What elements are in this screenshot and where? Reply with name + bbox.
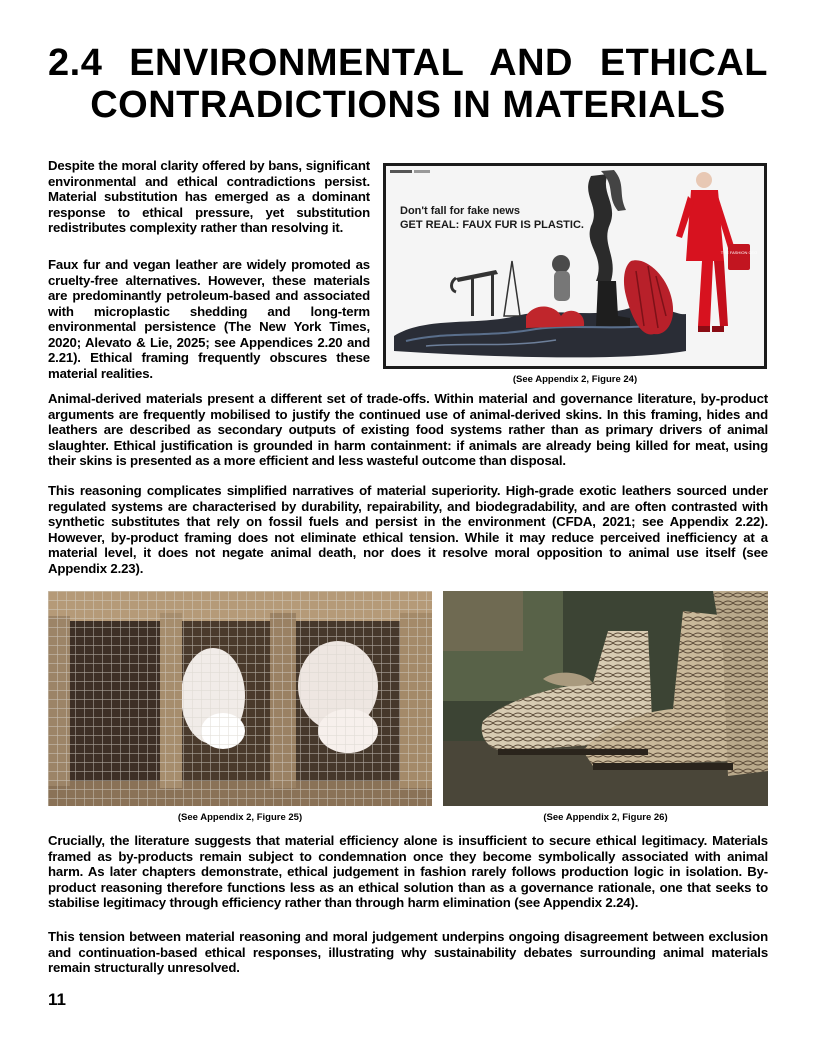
figure-25-caption: (See Appendix 2, Figure 25) (177, 812, 303, 823)
paragraph-intro: Despite the moral clarity offered by bans, significant environmental and ethical contradictions persist. Material substitution has emerged as a dominant response to ethical pressure, yet substitution redistributes complexity rather than resolving it. (48, 158, 370, 235)
paragraph-animal-materials: Animal-derived materials present a different set of trade-offs. Within material and governance literature, by-product arguments are frequently mobilised to justify the continued use of animal-derived skins. In this framing, hides and leathers are described as secondary outputs of existing food systems rather than as primary drivers of animal slaughter. Ethical justification is grounded in harm containment: if animals are already being killed for meat, using their skins is presented as a more efficient and less wasteful outcome than disposal. (48, 391, 768, 468)
paragraph-material-efficiency: Crucially, the literature suggests that material efficiency alone is insufficient to secure ethical legitimacy. Materials framed as by-products remain subject to condemnation once they become symbolically associated with animal harm. As later chapters demonstrate, ethical judgement in fashion rarely follows production logic in isolation. By-product reasoning therefore functions less as an ethical solution than as a governance rationale, one that seeks to stabilise legitimacy through efficiency rather than through harm elimination (see Appendix 2.24). (48, 833, 768, 910)
caged-animals-image (48, 591, 432, 806)
paragraph-conclusion: This tension between material reasoning and moral judgement underpins ongoing disagreement between exclusion and continuation-based ethical responses, illustrating why sustainability debates surrounding animal materials remain structurally unresolved. (48, 929, 768, 975)
figure-24-illustration (383, 163, 767, 369)
figure-26-snakeskin-boots-photo (443, 591, 768, 806)
page-number: 11 (48, 990, 66, 1009)
fashion-ceo-tag: THE FASHION CEO (720, 250, 758, 255)
fig24-headline-2: GET REAL: FAUX FUR IS PLASTIC. (400, 219, 584, 231)
figure-25-caged-animals-photo (48, 591, 432, 806)
paragraph-faux-fur: Faux fur and vegan leather are widely promoted as cruelty-free alternatives. However, these materials are predominantly petroleum-based and associated with microplastic shedding and long-term environmental persistence (The New York Times, 2020; Alevato & Lie, 2025; see Appendices 2.20 and 2.21). Ethical framing frequently obscures these material realities. (48, 257, 370, 381)
fig24-headline-1: Don't fall for fake news (400, 205, 520, 217)
paragraph-material-superiority: This reasoning complicates simplified narratives of material superiority. High-grade exotic leathers sourced under regulated systems are characterised by durability, repairability, and biodegradability, and are often contrasted with synthetic substitutes that rely on fossil fuels and persist in the environment (CFDA, 2021; see Appendix 2.22). However, by-product framing does not eliminate ethical tension. While it may reduce perceived inefficiency at a material level, it does not negate animal death, nor does it resolve moral opposition to animal use itself (see Appendix 2.23). (48, 483, 768, 576)
figure-26-caption: (See Appendix 2, Figure 26) (543, 812, 668, 823)
figure-24-caption: (See Appendix 2, Figure 24) (512, 374, 638, 385)
faux-fur-plastic-illustration (386, 166, 764, 366)
snakeskin-boots-image (443, 591, 768, 806)
page-title: 2.4 ENVIRONMENTAL AND ETHICAL CONTRADICTIONS IN MATERIALS (48, 42, 768, 126)
